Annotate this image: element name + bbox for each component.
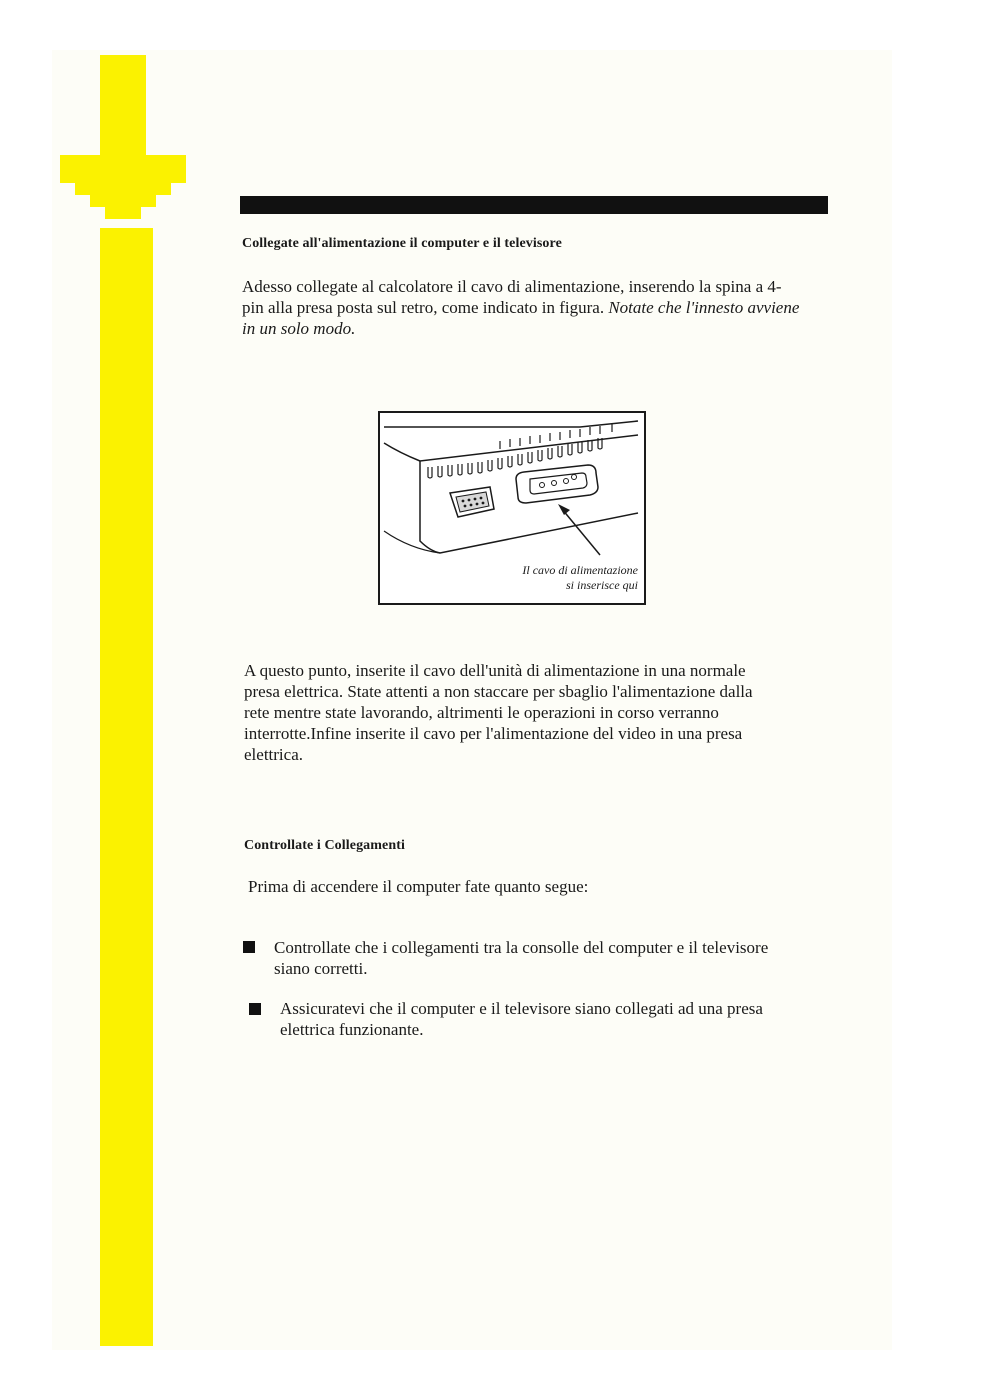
power-note-italic: Notate che l'innesto avviene in un solo modo. bbox=[242, 298, 800, 338]
video-port-icon bbox=[450, 487, 494, 517]
section-heading-power: Collegate all'alimentazione il computer e il televisore bbox=[242, 236, 562, 251]
figure-caption-line1: Il cavo di alimentazione bbox=[522, 563, 638, 577]
power-port-icon bbox=[516, 465, 598, 503]
pointer-arrow-icon bbox=[558, 504, 600, 555]
power-outlet-paragraph: A questo punto, inserite il cavo dell'unità di alimentazione in una normale presa elettrica. State attenti a non staccare per sbaglio l'alimentazione dalla rete mentre state lavorando, altrimenti le operazioni in corso verranno interrotte.Infine inserite il cavo per l'alimentazione del video in una presa elettrica. bbox=[244, 661, 753, 764]
figure-caption bbox=[448, 563, 638, 593]
power-paragraph-text: Adesso collegate al calcolatore il cavo di alimentazione, inserendo la spina a 4-pin alla presa posta sul retro, come indicato in figura. bbox=[242, 277, 782, 317]
list-item-text: Controllate che i collegamenti tra la consolle del computer e il televisore siano corretti. bbox=[274, 938, 769, 978]
section-heading-check: Controllate i Collegamenti bbox=[244, 838, 405, 853]
connector-figure bbox=[378, 411, 646, 605]
section-divider-bar bbox=[240, 196, 828, 214]
list-item-text: Assicuratevi che il computer e il televisore siano collegati ad una presa elettrica funzionante. bbox=[280, 999, 763, 1039]
figure-caption-line2: si inserisce qui bbox=[566, 578, 638, 592]
check-intro: Prima di accendere il computer fate quanto segue: bbox=[248, 877, 589, 896]
bullet-square-icon bbox=[243, 941, 255, 953]
bullet-square-icon bbox=[249, 1003, 261, 1015]
power-paragraph bbox=[242, 276, 802, 339]
